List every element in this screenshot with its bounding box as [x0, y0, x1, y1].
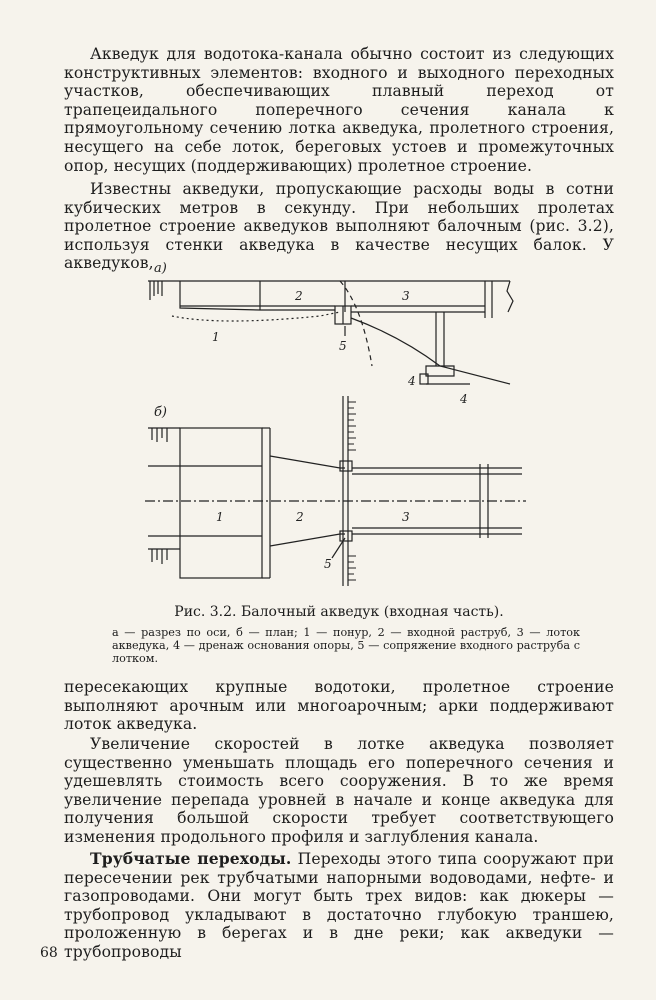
plan-label-1: 1: [216, 510, 224, 524]
paragraph-1: Акведук для водотока-канала обычно состоит из следующих конструктивных элементов: входного и выходного переходных участков, обеспечивающих плавный переход от трапецеидального поперечного сечения канала к прямоугольному сечению лотка акведука, пролетного строения, несущего на себе лоток, береговых устоев и промежуточных опор, несущих (поддерживающих) пролетное строение.: [64, 45, 614, 175]
figure-caption-title: Рис. 3.2. Балочный акведук (входная часть).: [174, 604, 504, 620]
figure-3-2: [140, 256, 530, 586]
paragraph-2: Известны акведуки, пропускающие расходы воды в сотни кубических метров в секунду. При небольших пролетах пролетное строение акведуков выполняют балочным (рис. 3.2), используя стенки акведука в качестве несущих балок. У акведуков,: [64, 180, 614, 273]
paragraph-3: пересекающих крупные водотоки, пролетное строение выполняют арочным или многоарочным; арки поддерживают лоток акведука.: [64, 678, 614, 734]
figure-drawing: [140, 256, 530, 586]
paragraph-4: Увеличение скоростей в лотке акведука позволяет существенно уменьшать площадь его поперечного сечения и удешевлять стоимость всего сооружения. В то же время увеличение перепада уровней в начале и конце акведука для получения большой скорости требует соответствующего изменения продольного профиля и заглубления канала.: [64, 735, 614, 846]
paragraph-5: Трубчатые переходы. Переходы этого типа сооружают при пересечении рек трубчатыми напорными водоводами, нефте- и газопроводами. Они могут быть трех видов: как дюкеры — трубопровод укладывают в достаточно глубокую траншею, проложенную в берегах и в дне реки; как акведуки — трубопроводы: [64, 849, 614, 961]
section-label-3: 3: [402, 289, 410, 303]
section-label-1: 1: [212, 330, 220, 344]
plan-label-2: 2: [296, 510, 304, 524]
section-label-2: 2: [295, 289, 303, 303]
plan-label-5: 5: [324, 557, 332, 571]
plan-label-3: 3: [402, 510, 410, 524]
page-number: 68: [40, 945, 58, 961]
section-label-4-drain: 4: [460, 392, 468, 406]
section-heading: Трубчатые переходы.: [90, 849, 292, 868]
label-section-a: а): [154, 261, 167, 276]
figure-caption-body: а — разрез по оси, б — план; 1 — понур, 2 — входной раструб, 3 — лоток акведука, 4 — дренаж основания опоры, 5 — сопряжение входного раструба с лотком.: [112, 626, 580, 666]
section-label-5: 5: [339, 339, 347, 353]
section-label-4: 4: [408, 374, 416, 388]
label-plan-b: б): [154, 405, 168, 420]
